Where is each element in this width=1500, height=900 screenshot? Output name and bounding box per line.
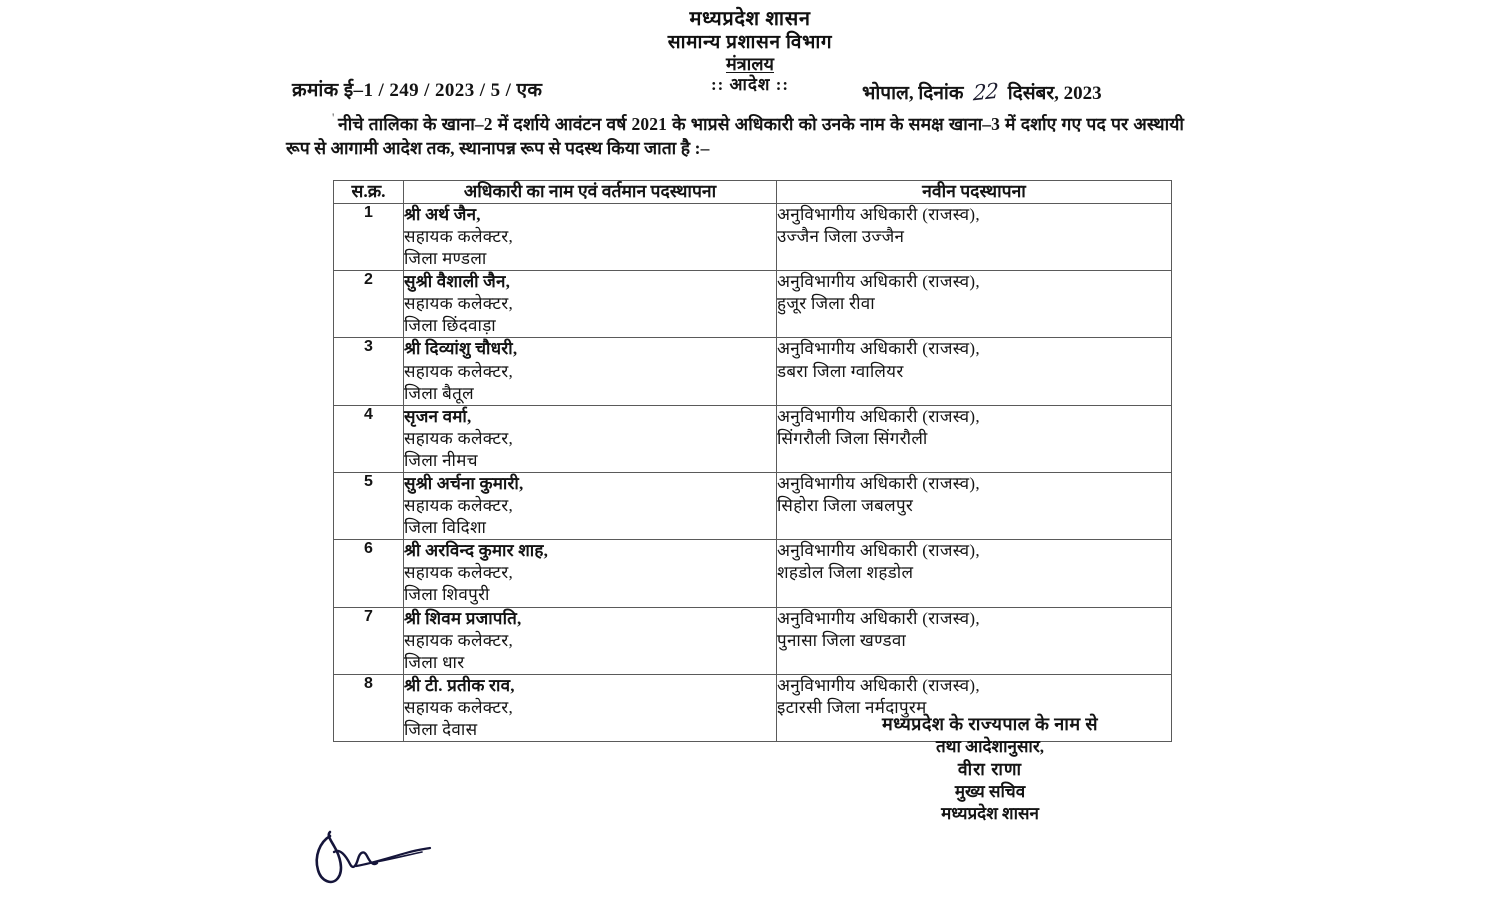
posting-order-table	[333, 180, 1172, 742]
new-post-designation: अनुविभागीय अधिकारी (राजस्व),	[777, 675, 980, 695]
officer-name: सुश्री अर्चना कुमारी,	[404, 474, 524, 493]
cell-officer	[404, 473, 777, 540]
table-header-row	[334, 181, 1172, 204]
cell-serial: 1	[334, 203, 404, 270]
officer-designation: सहायक कलेक्टर,	[404, 294, 514, 314]
table-body	[334, 203, 1172, 741]
officer-name: श्री शिवम प्रजापति,	[404, 608, 522, 628]
officer-name: श्री अर्थ जैन,	[404, 204, 481, 224]
officer-name: सुश्री वैशाली जैन,	[404, 272, 511, 292]
officer-district: जिला मण्डला	[404, 249, 487, 269]
cell-new-posting	[777, 405, 1172, 472]
cell-serial: 8	[334, 674, 404, 741]
date-prefix: भोपाल, दिनांक	[862, 83, 964, 104]
officer-designation: सहायक कलेक्टर,	[404, 496, 514, 516]
cell-serial: 5	[334, 473, 404, 540]
new-post-designation: अनुविभागीय अधिकारी (राजस्व),	[777, 541, 980, 561]
table-row	[334, 338, 1172, 405]
new-post-location: पुनासा जिला खण्डवा	[777, 630, 907, 650]
table-row	[334, 271, 1172, 338]
reference-number: क्रमांक ई–1 / 249 / 2023 / 5 / एक	[292, 80, 543, 101]
cell-serial: 6	[334, 540, 404, 607]
officer-name: श्री दिव्यांशु चौधरी,	[404, 339, 518, 359]
officer-district: जिला छिंदवाड़ा	[404, 316, 496, 336]
officer-district: जिला शिवपुरी	[404, 585, 490, 605]
officer-district: जिला नीमच	[404, 450, 478, 470]
new-post-designation: अनुविभागीय अधिकारी (राजस्व),	[777, 204, 980, 224]
officer-name: श्री टी. प्रतीक राव,	[404, 675, 515, 695]
table-row	[334, 540, 1172, 607]
new-post-designation: अनुविभागीय अधिकारी (राजस्व),	[777, 406, 980, 426]
handwritten-date-day: 22	[972, 78, 999, 106]
table-row	[334, 473, 1172, 540]
officer-designation: सहायक कलेक्टर,	[404, 630, 514, 650]
new-post-location: सिंगरौली जिला सिंगरौली	[777, 428, 928, 448]
cell-new-posting	[777, 203, 1172, 270]
order-body-paragraph	[286, 113, 1184, 161]
cell-new-posting	[777, 473, 1172, 540]
header-department-name: सामान्य प्रशासन विभाग	[667, 31, 833, 53]
column-header-officer: अधिकारी का नाम एवं वर्तमान पदस्थापना	[404, 181, 777, 204]
cell-serial: 7	[334, 607, 404, 674]
new-post-location: सिहोरा जिला जबलपुर	[777, 496, 914, 516]
header-order-label: :: आदेश ::	[710, 75, 790, 95]
new-post-designation: अनुविभागीय अधिकारी (राजस्व),	[777, 608, 980, 628]
table-row	[334, 405, 1172, 472]
officer-designation: सहायक कलेक्टर,	[404, 563, 514, 583]
cell-officer	[404, 405, 777, 472]
cell-officer	[404, 203, 777, 270]
cell-serial: 2	[334, 271, 404, 338]
new-post-location: उज्जैन जिला उज्जैन	[777, 226, 905, 246]
header-government-name: मध्यप्रदेश शासन	[689, 8, 811, 30]
column-header-new-posting: नवीन पदस्थापना	[777, 181, 1172, 204]
header-ministry-name: मंत्रालय	[725, 54, 774, 74]
new-post-location: शहडोल जिला शहडोल	[777, 563, 914, 583]
new-post-designation: अनुविभागीय अधिकारी (राजस्व),	[777, 272, 980, 292]
officer-district: जिला बैतूल	[404, 383, 474, 403]
signature-officer-name: वीरा राणा	[957, 759, 1023, 780]
cell-new-posting	[777, 607, 1172, 674]
officer-designation: सहायक कलेक्टर,	[404, 697, 514, 717]
officer-designation: सहायक कलेक्टर,	[404, 361, 514, 381]
cell-new-posting	[777, 338, 1172, 405]
officer-district: जिला विदिशा	[404, 518, 487, 538]
cell-serial: 3	[334, 338, 404, 405]
signature-government-name: मध्यप्रदेश शासन	[941, 804, 1039, 824]
new-post-location: इटारसी जिला नर्मदापुरम्	[777, 697, 927, 717]
column-header-serial: स.क्र.	[334, 181, 404, 204]
officer-district: जिला देवास	[404, 720, 478, 740]
cell-new-posting	[777, 540, 1172, 607]
officer-district: जिला धार	[404, 652, 465, 672]
officer-name: सृजन वर्मा,	[404, 406, 472, 426]
scan-artifact-mark: '	[332, 110, 335, 125]
new-post-designation: अनुविभागीय अधिकारी (राजस्व),	[777, 339, 980, 359]
handwritten-signature-icon	[296, 822, 506, 894]
cell-officer	[404, 607, 777, 674]
order-body-text: नीचे तालिका के खाना–2 में दर्शाये आवंटन वर्ष 2021 के भाप्रसे अधिकारी को उनके नाम के समक्ष खाना–3 में दर्शाए गए पद पर अस्थायी रूप से आगामी आदेश तक, स्थानापन्न रूप से पदस्थ किया जाता है :–	[286, 114, 1184, 158]
document-header	[0, 8, 1500, 95]
new-post-location: हुजूर जिला रीवा	[777, 294, 875, 314]
cell-new-posting	[777, 271, 1172, 338]
signature-order-line: तथा आदेशानुसार,	[935, 737, 1045, 757]
signature-officer-designation: मुख्य सचिव	[954, 782, 1026, 802]
cell-officer	[404, 338, 777, 405]
new-post-designation: अनुविभागीय अधिकारी (राजस्व),	[777, 474, 980, 493]
place-and-date	[862, 79, 1102, 105]
officer-name: श्री अरविन्द कुमार शाह,	[404, 541, 549, 561]
table-row	[334, 607, 1172, 674]
date-month-year: दिसंबर, 2023	[1007, 83, 1102, 104]
cell-officer	[404, 271, 777, 338]
table-row	[334, 203, 1172, 270]
cell-officer	[404, 674, 777, 741]
cell-officer	[404, 540, 777, 607]
cell-serial: 4	[334, 405, 404, 472]
authority-signature-block	[770, 713, 1210, 825]
officer-designation: सहायक कलेक्टर,	[404, 226, 514, 246]
signature-governor-line: मध्यप्रदेश के राज्यपाल के नाम से	[882, 714, 1098, 734]
officer-designation: सहायक कलेक्टर,	[404, 428, 514, 448]
new-post-location: डबरा जिला ग्वालियर	[777, 361, 904, 381]
